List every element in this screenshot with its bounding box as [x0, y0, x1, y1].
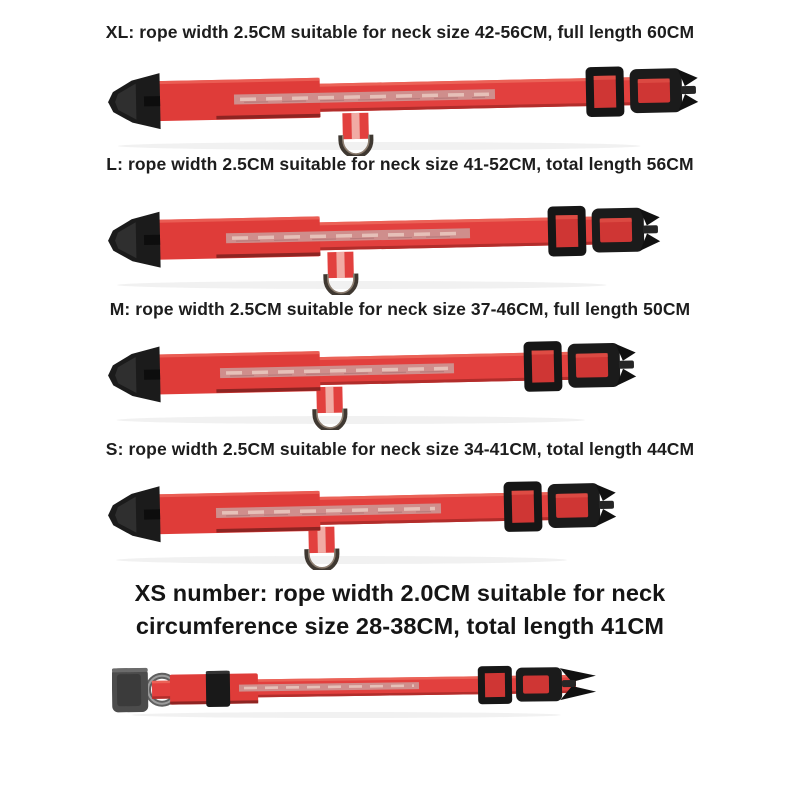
collar-illustration — [106, 330, 638, 430]
collar-illustration — [106, 470, 618, 570]
collar-photo-xs — [112, 655, 600, 721]
collar-illustration — [112, 655, 600, 721]
buckle-male-left-icon — [107, 486, 160, 543]
collar-photo-l — [106, 195, 662, 295]
triglide-slider-icon — [523, 341, 562, 392]
size-label-m: M: rope width 2.5CM suitable for neck size 37-46CM, full length 50CM — [109, 299, 691, 319]
collar-shadow — [117, 416, 585, 424]
collar-illustration — [106, 56, 700, 156]
collar-illustration — [106, 195, 662, 295]
buckle-female-right-icon — [591, 207, 660, 252]
collar-shadow — [117, 281, 606, 289]
buckle-female-left-icon — [112, 668, 148, 712]
triglide-slider-icon — [503, 481, 542, 532]
keeper-icon — [206, 671, 231, 707]
buckle-male-right-icon — [516, 667, 596, 702]
collar-shadow — [116, 556, 567, 564]
buckle-female-right-icon — [629, 68, 698, 113]
collar-shadow — [132, 712, 561, 718]
buckle-female-right-icon — [567, 342, 636, 387]
collar-shadow — [118, 142, 641, 150]
size-label-s: S: rope width 2.5CM suitable for neck size 34-41CM, total length 44CM — [105, 439, 695, 459]
collar-photo-s — [106, 470, 618, 570]
buckle-male-left-icon — [107, 346, 160, 403]
buckle-male-left-icon — [107, 73, 160, 130]
collar-photo-xl — [106, 56, 700, 156]
triglide-slider-icon — [547, 206, 586, 257]
buckle-male-left-icon — [107, 212, 160, 269]
buckle-female-right-icon — [547, 483, 616, 528]
size-label-xs: XS number: rope width 2.0CM suitable for neck circumference size 28-38CM, total length 41CM — [134, 580, 666, 639]
triglide-slider-icon — [478, 666, 513, 704]
triglide-slider-icon — [585, 66, 624, 117]
size-label-xl: XL: rope width 2.5CM suitable for neck size 42-56CM, full length 60CM — [105, 22, 695, 42]
size-label-l: L: rope width 2.5CM suitable for neck size 41-52CM, total length 56CM — [106, 154, 694, 174]
collar-photo-m — [106, 330, 638, 430]
